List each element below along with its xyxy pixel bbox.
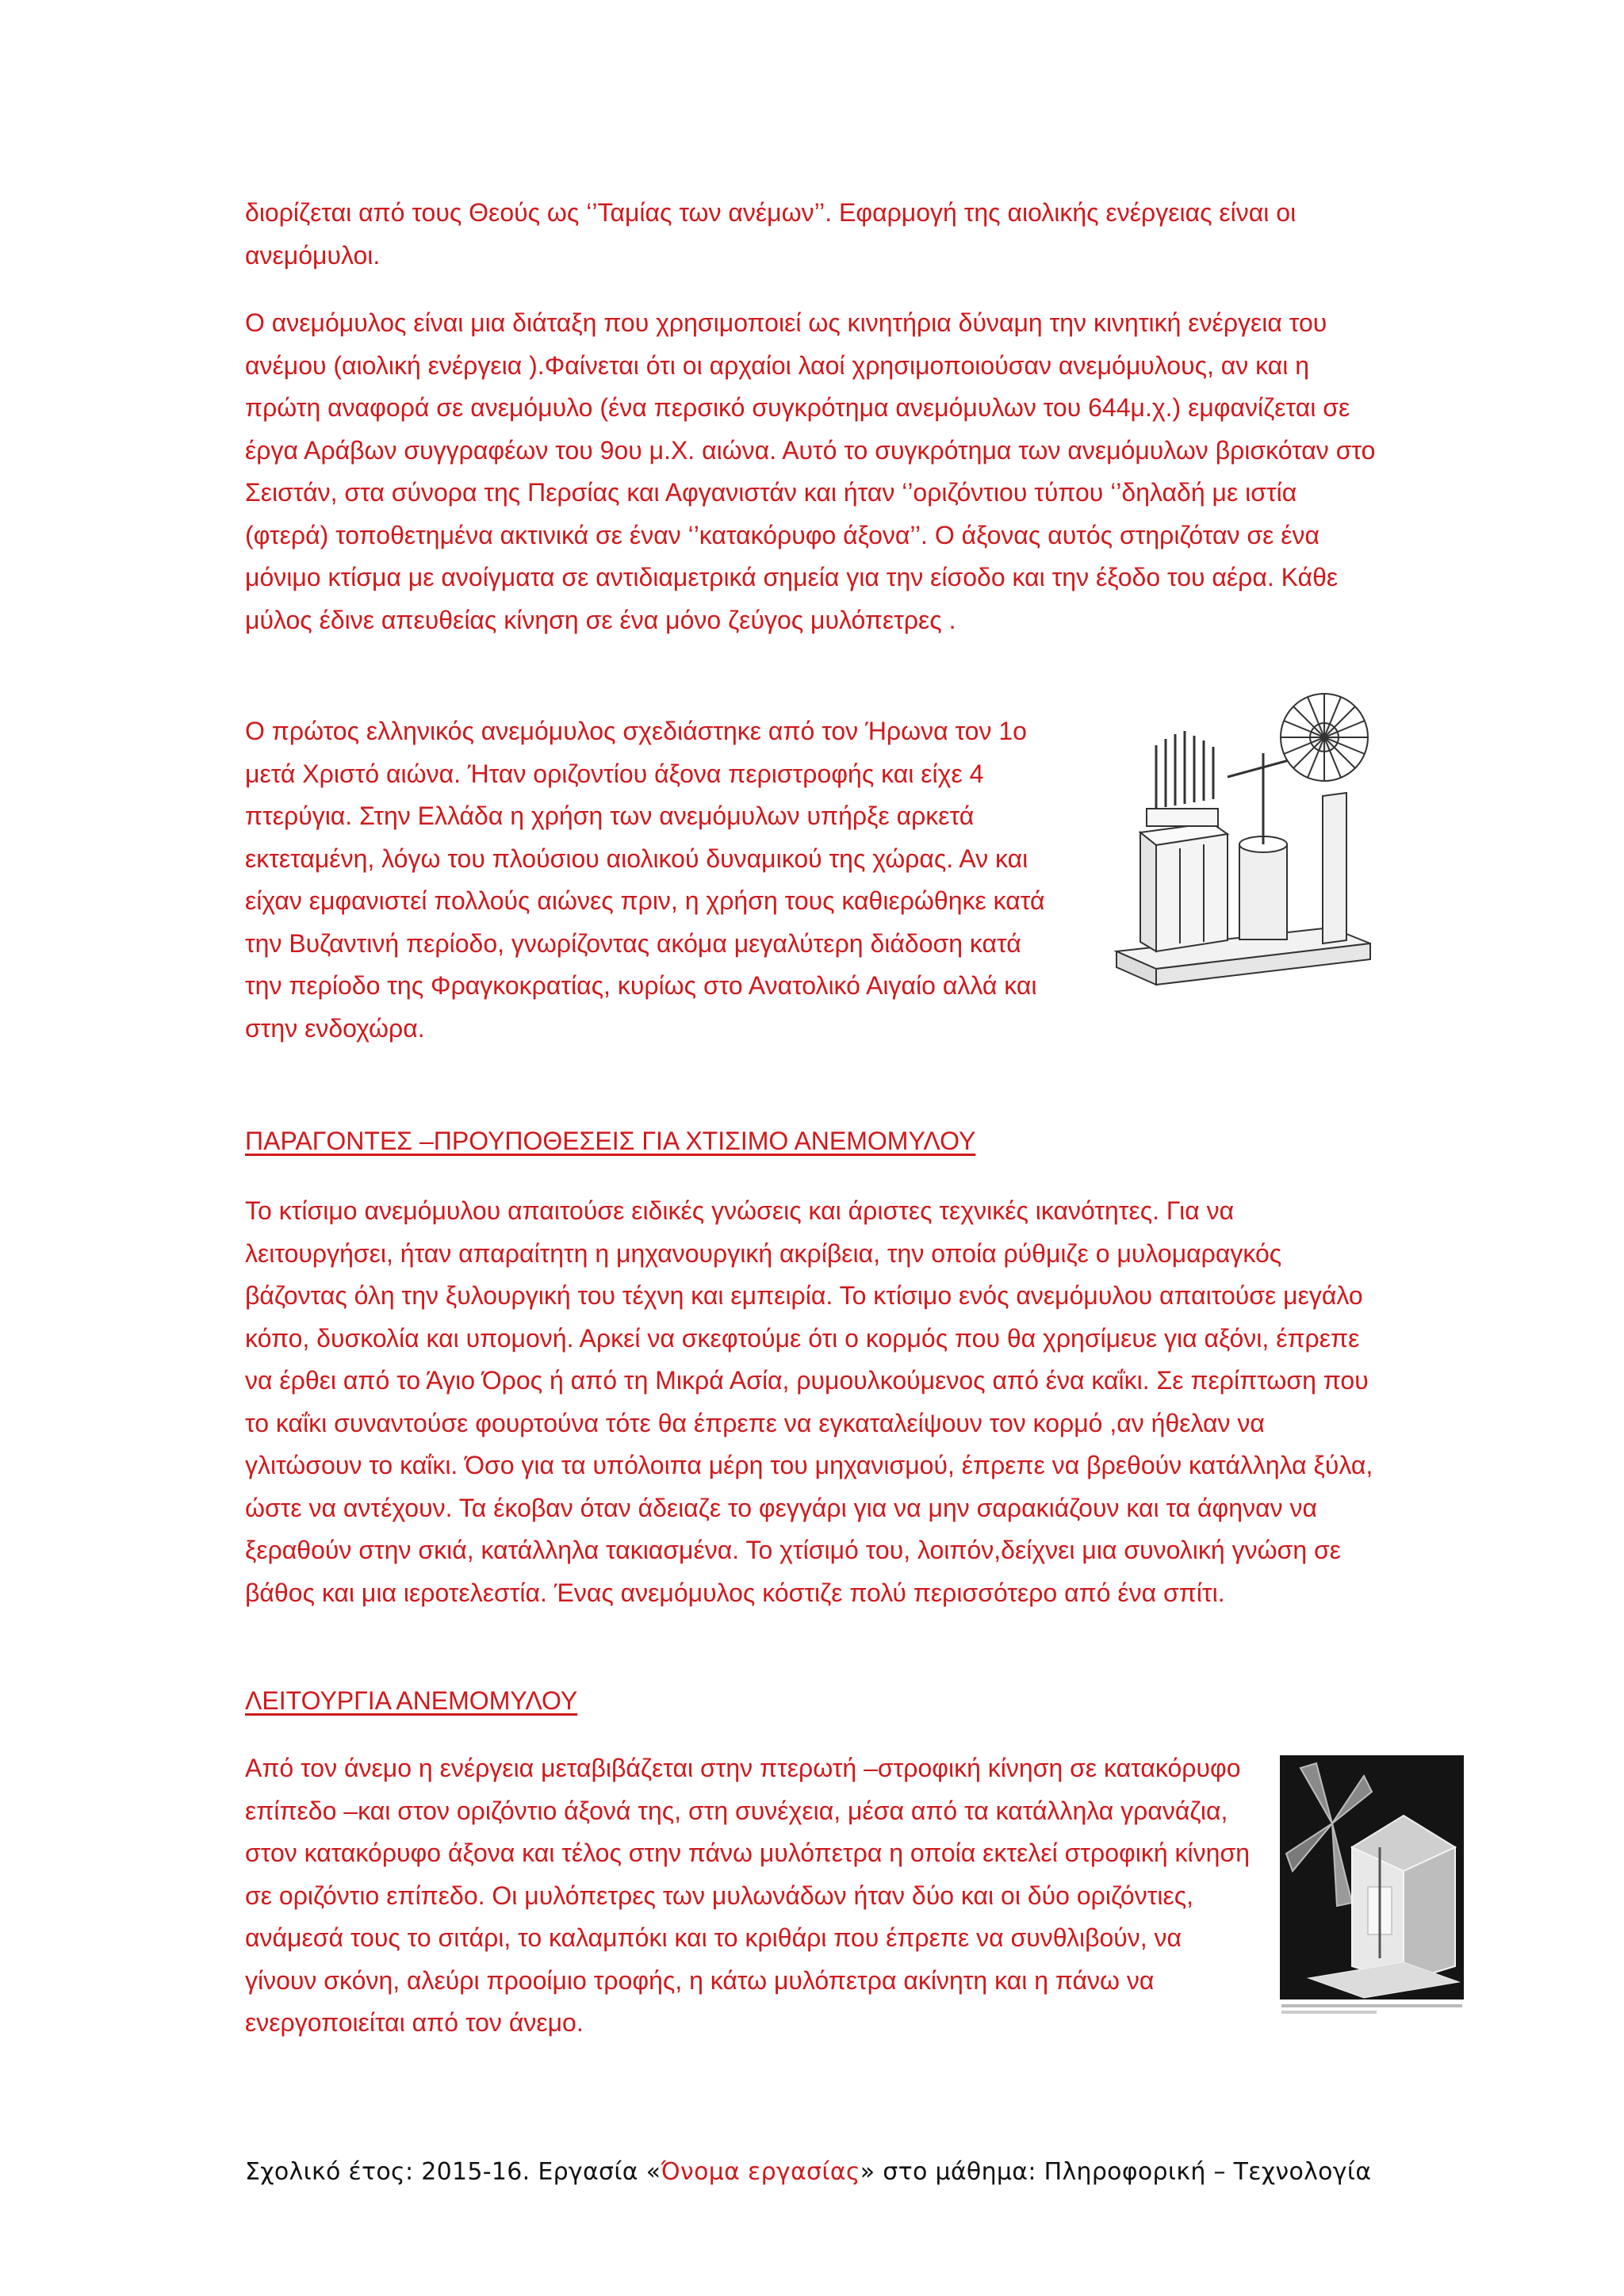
windmill-model-photo: [1277, 1752, 1467, 2022]
section-heading-building-factors: ΠΑΡΑΓΟΝΤΕΣ –ΠΡΟΥΠΟΘΕΣΕΙΣ ΓΙΑ ΧΤΙΣΙΜΟ ΑΝΕΜΟΜΥΛΟΥ: [245, 1127, 976, 1155]
page-footer: [245, 2156, 1403, 2188]
heron-windwheel-illustration: [1109, 690, 1378, 1023]
section-heading-windmill-operation: ΛΕΙΤΟΥΡΓΙΑ ΑΝΕΜΟΜΥΛΟΥ: [245, 1686, 578, 1715]
paragraph-intro-continued: διορίζεται από τους Θεούς ως ‘’Ταμίας των ανέμων’’. Εφαρμογή της αιολικής ενέργειας είναι οι ανεμόμυλοι.: [245, 198, 1297, 270]
paragraph-first-greek-windmill: Ο πρώτος ελληνικός ανεμόμυλος σχεδιάστηκε από τον Ήρωνα τον 1ο μετά Χριστό αιώνα. Ήταν οριζοντίου άξονα περιστροφής και είχε 4 πτερύγια. Στην Ελλάδα η χρήση των ανεμόμυλων υπήρξε αρκετά εκτεταμένη, λόγω του πλούσιου αιολικού δυναμικού της χώρας. Αν και είχαν εμφανιστεί πολλούς αιώνες πριν, η χρήση τους καθιερώθηκε κατά την Βυζαντινή περίοδο, γνωρίζοντας ακόμα μεγαλύτερη διάδοση κατά την περίοδο της Φραγκοκρατίας, κυρίως στο Ανατολικό Αιγαίο αλλά και στην ενδοχώρα.: [245, 717, 1045, 1043]
paragraph-building-windmill: Το κτίσιμο ανεμόμυλου απαιτούσε ειδικές γνώσεις και άριστες τεχνικές ικανότητες. Για να λειτουργήσει, ήταν απαραίτητη η μηχανουργική ακρίβεια, την οποία ρύθμιζε ο μυλομαραγκός βάζοντας όλη την ξυλουργική του τέχνη και εμπειρία. Το κτίσιμο ενός ανεμόμυλου απαιτούσε μεγάλο κόπο, δυσκολία και υπομονή. Αρκεί να σκεφτούμε ότι ο κορμός που θα χρησίμευε για αξόνι, έπρεπε να έρθει από το Άγιο Όρος ή από τη Μικρά Ασία, ρυμουλκούμενος από ένα καΐκι. Σε περίπτωση που το καΐκι συναντούσε φουρτούνα τότε θα έπρεπε να εγκαταλείψουν τον κορμό ,αν ήθελαν να γλιτώσουν το καΐκι. Όσο για τα υπόλοιπα μέρη του μηχανισμού, έπρεπε να βρεθούν κατάλληλα ξύλα, ώστε να αντέχουν. Τα έκοβαν όταν άδειαζε το φεγγάρι για να μην σαρακιάζουν και τα άφηναν να ξεραθούν στην σκιά, κατάλληλα τακιασμένα. Το χτίσιμό του, λοιπόν,δείχνει μια συνολική γνώση σε βάθος και μια ιεροτελεστία. Ένας ανεμόμυλος κόστιζε πολύ περισσότερο από ένα σπίτι.: [245, 1196, 1373, 1607]
footer-project-name: Όνομα εργασίας: [661, 2158, 860, 2186]
paragraph-windmill-operation: Από τον άνεμο η ενέργεια μεταβιβάζεται στην πτερωτή –στροφική κίνηση σε κατακόρυφο επίπεδο –και στον οριζόντιο άξονά της, στη συνέχεια, μέσα από τα κατάλληλα γρανάζια, στον κατακόρυφο άξονα και τέλος στην πάνω μυλόπετρα η οποία εκτελεί στροφική κίνηση σε οριζόντιο επίπεδο. Οι μυλόπετρες των μυλωνάδων ήταν δύο και οι δύο οριζόντιες, ανάμεσά τους το σιτάρι, το καλαμπόκι και το κριθάρι που έπρεπε να συνθλιβούν, να γίνουν σκόνη, αλεύρι προοίμιο τροφής, η κάτω μυλόπετρα ακίνητη και η πάνω να ενεργοποιείται από τον άνεμο.: [245, 1754, 1250, 2037]
footer-suffix: » στο μάθημα: Πληροφορική – Τεχνολογία: [860, 2158, 1372, 2186]
paragraph-windmill-definition: Ο ανεμόμυλος είναι μια διάταξη που χρησιμοποιεί ως κινητήρια δύναμη την κινητική ενέργεια του ανέμου (αιολική ενέργεια ).Φαίνεται ότι οι αρχαίοι λαοί χρησιμοποιούσαν ανεμόμυλους, αν και η πρώτη αναφορά σε ανεμόμυλο (ένα περσικό συγκρότημα ανεμόμυλων του 644μ.χ.) εμφανίζεται σε έργα Αράβων συγγραφέων του 9ου μ.Χ. αιώνα. Αυτό το συγκρότημα των ανεμόμυλων βρισκόταν στο Σειστάν, στα σύνορα της Περσίας και Αφγανιστάν και ήταν ‘’οριζόντιου τύπου ‘’δηλαδή με ιστία (φτερά) τοποθετημένα ακτινικά σε έναν ‘’κατακόρυφο άξονα’’. Ο άξονας αυτός στηριζόταν σε ένα μόνιμο κτίσμα με ανοίγματα σε αντιδιαμετρικά σημεία για την είσοδο και την έξοδο του αέρα. Κάθε μύλος έδινε απευθείας κίνηση σε ένα μόνο ζεύγος μυλόπετρες .: [245, 308, 1376, 634]
footer-prefix: Σχολικό έτος: 2015-16. Εργασία «: [245, 2158, 661, 2186]
